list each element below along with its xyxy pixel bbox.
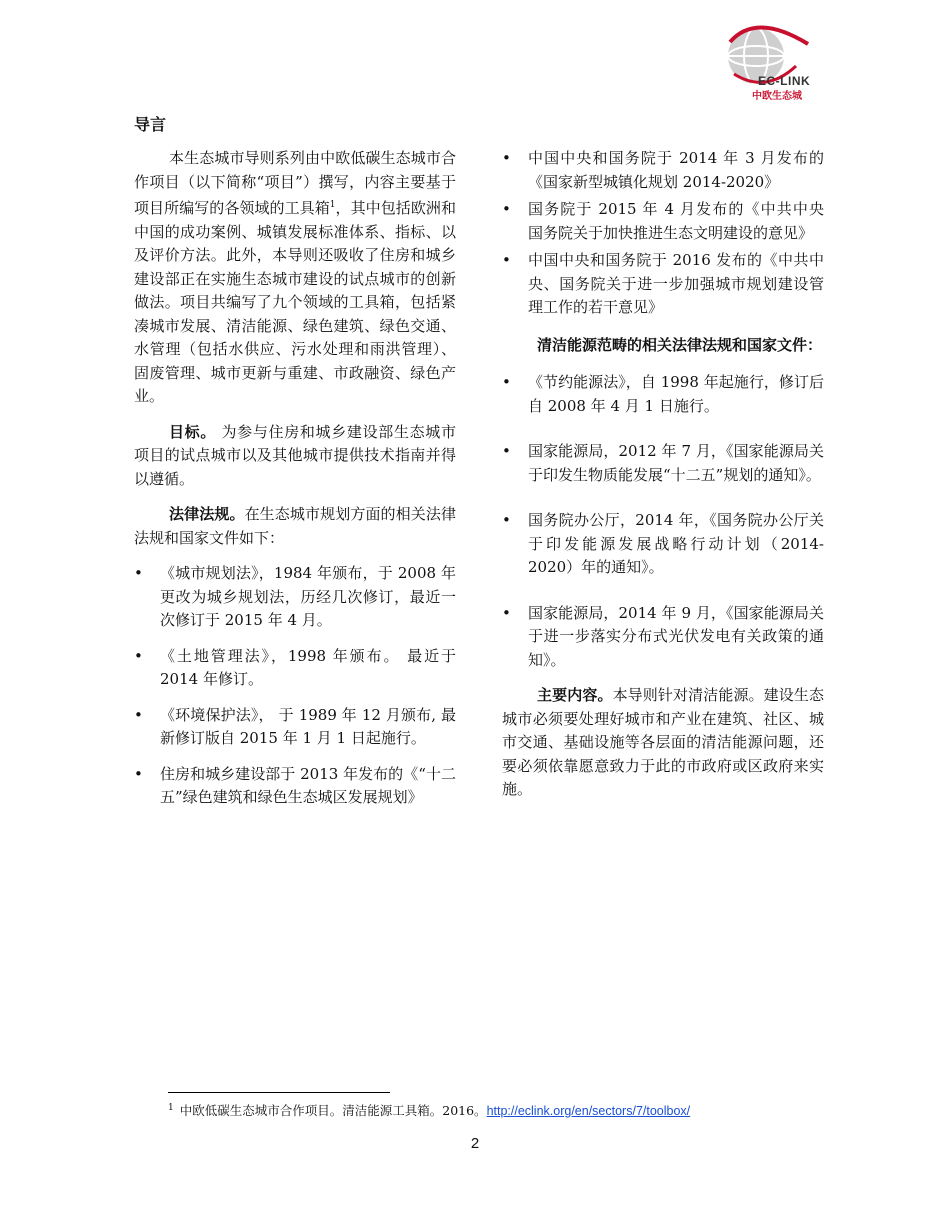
national-docs-list [502,147,824,320]
list-item: • 国家能源局，2014 年 9 月，《国家能源局关于进一步落实分布式光伏发电有关政策的通知》。 [502,602,824,673]
list-item: • 国务院于 2015 年 4 月发布的《中共中央 国务院关于加快推进生态文明建设的意见》 [502,198,824,245]
list-item: • 中国中央和国务院于 2016 发布的《中共中央、国务院关于进一步加强城市规划建设管理工作的若干意见》 [502,249,824,320]
logo-text-cn: 中欧生态城 [752,91,802,102]
footnote-text: 中欧低碳生态城市合作项目。清洁能源工具箱。2016。 [179,1103,487,1118]
content-paragraph: 主要内容。本导则针对清洁能源。建设生态城市必须要处理好城市和产业在建筑、社区、城市交通、基础设施等各层面的清洁能源问题，还要必须依靠愿意致力于此的市政府或区政府来实施。 [502,686,824,798]
footnote-divider [168,1092,390,1093]
left-column [134,147,456,822]
right-column [502,147,824,814]
list-item: • 《土地管理法》，1998 年颁布。 最近于 2014 年修订。 [134,645,456,692]
energy-docs-list [502,371,824,672]
list-item: • 《环境保护法》， 于 1989 年 12 月颁布, 最新修订版自 2015 年 1 月 1 日起施行。 [134,704,456,751]
footnote-ref[interactable]: 1 [329,200,336,210]
energy-heading: 清洁能源范畴的相关法律法规和国家文件： [537,335,823,354]
list-item: • 中国中央和国务院于 2014 年 3 月发布的《国家新型城镇化规划 2014-2020》 [502,147,824,194]
section-title: 导言 [134,115,167,134]
intro-paragraph: 本生态城市导则系列由中欧低碳生态城市合作项目（以下简称“项目”）撰写，内容主要基于项目所编写的各领域的工具箱$^1$，其中包括欧洲和中国的成功案例、城镇发展标准体系、指标、以及评价方法。此外，本导则还吸收了住房和城乡建设部正在实施生态城市建设的试点城市的创新做法。项目共编写了九个领域的工具箱，包括紧凑城市发展、清洁能源、绿色建筑、绿色交通、水管理（包括水供应、污水处理和雨洪管理）、固废管理、城市更新与重建、市政融资、绿色产业。 [134,149,456,405]
list-item: • 住房和城乡建设部于 2013 年发布的《“十二五”绿色建筑和绿色生态城区发展规划》 [134,763,456,810]
footnote-marker: 1 [168,1102,174,1113]
logo-text-en: EC-LINK [758,74,811,88]
goal-paragraph: 目标。 为参与住房和城乡建设部生态城市项目的试点城市以及其他城市提供技术指南并得以遵循。 [134,422,456,488]
list-item: • 《节约能源法》，自 1998 年起施行，修订后自 2008 年 4 月 1 日施行。 [502,371,824,418]
list-item: • 《城市规划法》，1984 年颁布，于 2008 年更改为城乡规划法，历经几次修订，最近一次修订于 2015 年 4 月。 [134,562,456,633]
list-item: • 国家能源局，2012 年 7 月，《国家能源局关于印发生物质能发展“十二五”规划的通知》。 [502,440,824,487]
footnote [168,1101,690,1119]
footnote-link[interactable]: http://eclink.org/en/sectors/7/toolbox/ [486,1104,691,1118]
page-number: 2 [470,1135,480,1152]
list-item: • 国务院办公厅，2014 年，《国务院办公厅关于印发能源发展战略行动计划（2014-2020）年的通知》。 [502,509,824,580]
law-list [134,562,456,810]
law-paragraph: 法律法规。在生态城市规划方面的相关法律法规和国家文件如下： [134,505,456,547]
